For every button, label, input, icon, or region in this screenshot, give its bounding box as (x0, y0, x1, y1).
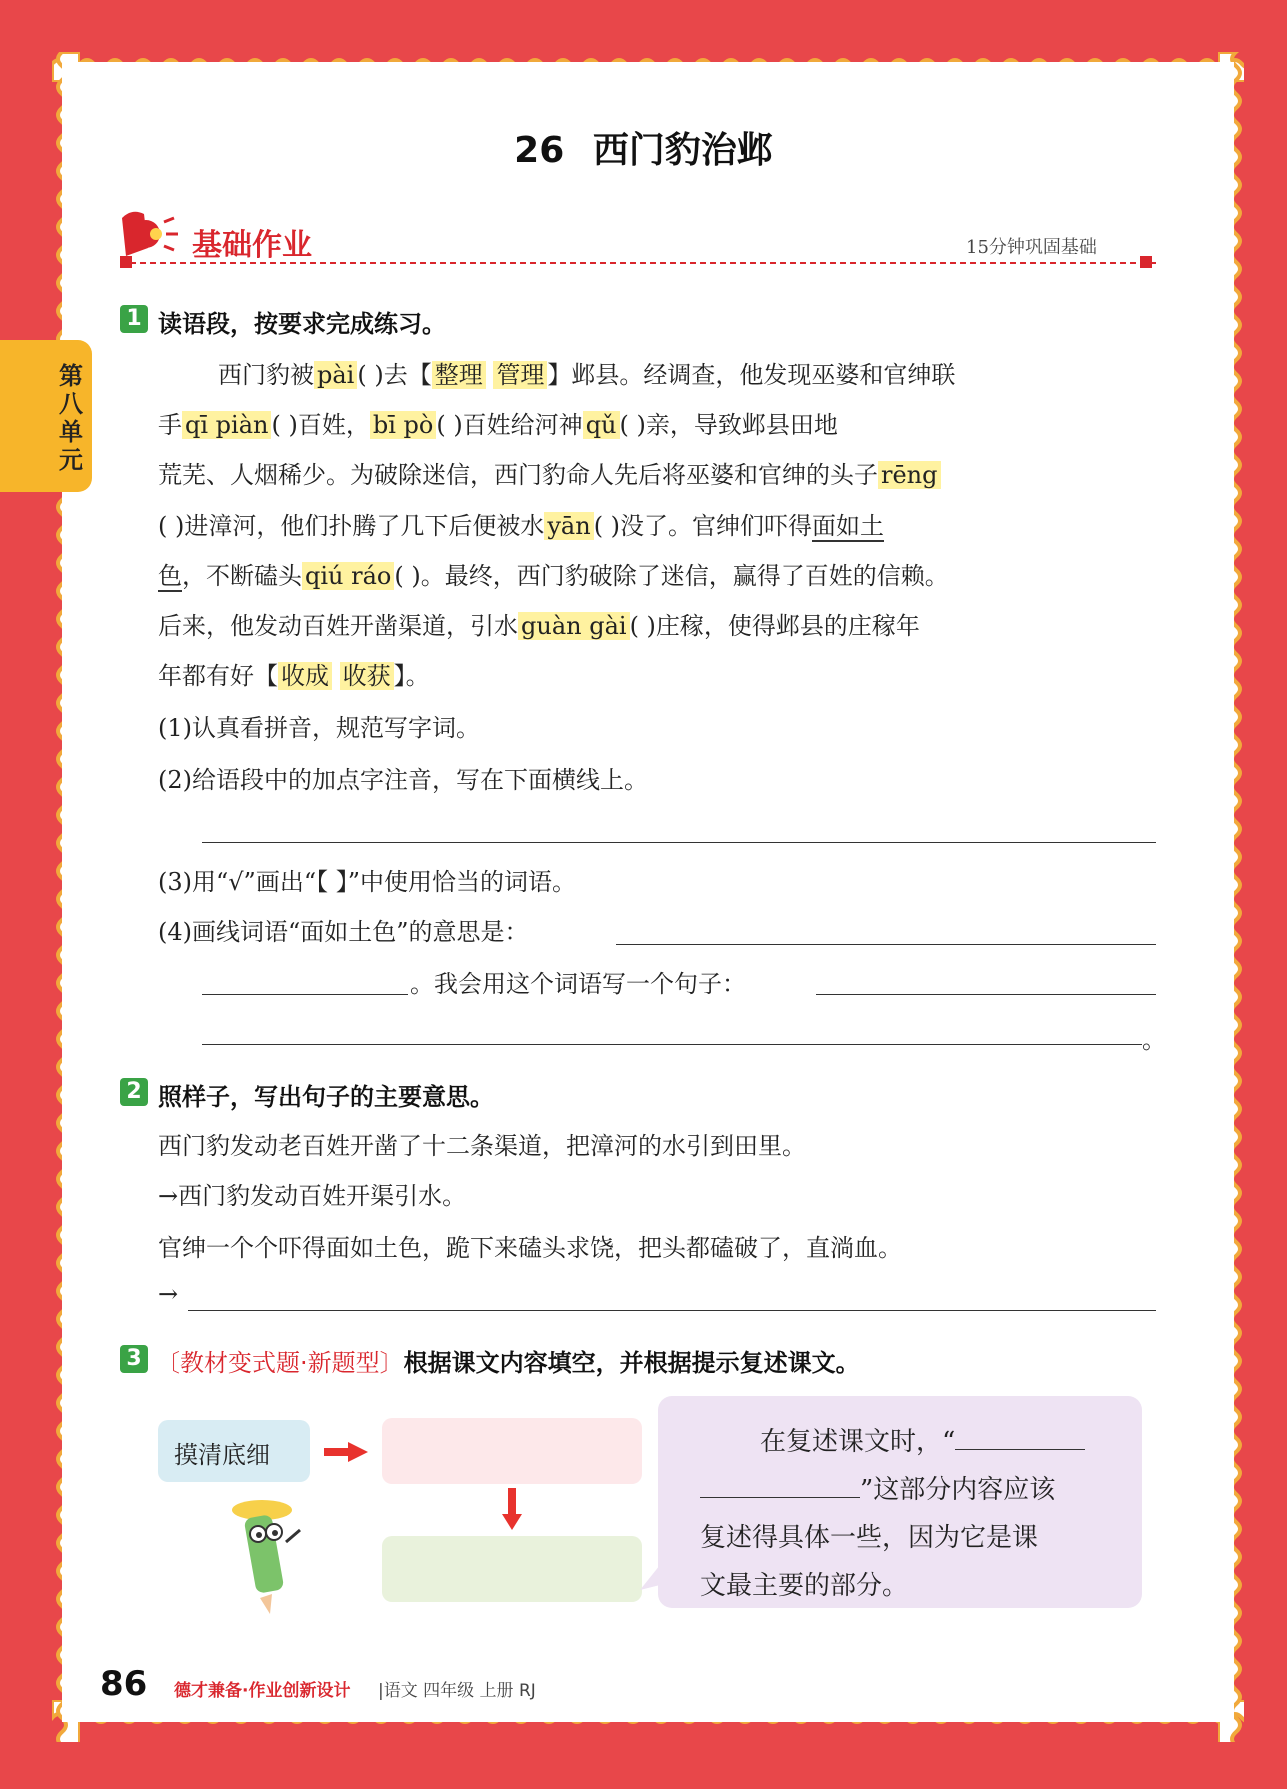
unit-tab (0, 340, 92, 492)
answer-line[interactable] (202, 994, 408, 995)
question-prompt: 照样子，写出句子的主要意思。 (158, 1083, 494, 1111)
arrow-down-icon (500, 1488, 524, 1532)
clue-box-label: 摸清底细 (174, 1441, 270, 1469)
sub-question-4: (4)画线词语“面如土色”的意思是： (158, 918, 529, 946)
footer-info: |语文 四年级 上册 RJ (378, 1681, 536, 1701)
arrow-right-icon (324, 1440, 370, 1464)
end-mark: 。 (1142, 1026, 1166, 1054)
passage-line-2: 手 qī piàn ( )百姓， bī pò ( )百姓给河神 qǔ ( )亲，导致邺县田地 (158, 411, 838, 439)
divider-end-left (120, 256, 132, 268)
example-sentence: 西门豹发动老百姓开凿了十二条渠道，把漳河的水引到田里。 (158, 1132, 806, 1160)
sub-question-1: (1)认真看拼音，规范写字词。 (158, 714, 480, 742)
question-number: 1 (120, 305, 148, 333)
passage-line-4: ( )进漳河，他们扑腾了几下后便被水 yān ( )没了。官绅们吓得面如土 (158, 512, 885, 540)
lesson-title: 西门豹治邺 (592, 130, 773, 171)
passage-line-5: 色，不断磕头 qiú ráo ( )。最终，西门豹破除了迷信，赢得了百姓的信赖。 (158, 562, 949, 590)
passage-line-1: 西门豹被 pài ( )去【 整理 管理 】邺县。经调查，他发现巫婆和官绅联 (218, 361, 956, 389)
page-title (0, 122, 1287, 173)
sub-question-3: (3)用“√”画出“【 】”中使用恰当的词语。 (158, 868, 576, 896)
bubble-tail (640, 1540, 680, 1600)
page-number: 86 (100, 1664, 148, 1704)
answer-line[interactable] (616, 944, 1156, 945)
unit-tab-label: 第八单元 (59, 362, 83, 474)
answer-line[interactable] (816, 994, 1156, 995)
answer-line[interactable] (202, 1044, 1142, 1045)
question-prompt: 〔教材变式题·新题型〕根据课文内容填空，并根据提示复述课文。 (156, 1349, 860, 1377)
task-sentence: 官绅一个个吓得面如土色，跪下来磕头求饶，把头都磕破了，直淌血。 (158, 1234, 902, 1262)
lesson-number: 26 (514, 130, 565, 171)
pencil-mascot-icon (226, 1494, 316, 1620)
question-number: 2 (120, 1078, 148, 1106)
section-divider (120, 262, 1156, 264)
example-answer: →西门豹发动百姓开渠引水。 (158, 1182, 467, 1210)
divider-end-right (1140, 256, 1152, 268)
question-prompt: 读语段，按要求完成练习。 (158, 310, 446, 338)
question-number: 3 (120, 1345, 148, 1373)
arrow-mark: → (158, 1280, 179, 1308)
fill-box-1[interactable] (382, 1418, 642, 1484)
passage-line-7: 年都有好【 收成 收获 】。 (158, 662, 430, 690)
bubble-text: 在复述课文时，“ ”这部分内容应该 复述得具体一些，因为它是课 文最主要的部分。 (700, 1418, 1120, 1610)
passage-line-6: 后来，他发动百姓开凿渠道，引水 guàn gài ( )庄稼，使得邺县的庄稼年 (158, 612, 920, 640)
section-subtitle: 15分钟巩固基础 (966, 237, 1097, 258)
answer-line[interactable] (202, 842, 1156, 843)
answer-line[interactable] (188, 1310, 1156, 1311)
sub-question-4-cont: 。我会用这个词语写一个句子： (410, 970, 746, 998)
passage-line-3: 荒芜、人烟稀少。为破除迷信，西门豹命人先后将巫婆和官绅的头子 rēng (158, 455, 1158, 490)
sub-question-2: (2)给语段中的加点字注音，写在下面横线上。 (158, 766, 648, 794)
fill-box-2[interactable] (382, 1536, 642, 1602)
footer-brand: 德才兼备·作业创新设计 (174, 1681, 351, 1701)
section-title: 基础作业 (192, 228, 312, 263)
